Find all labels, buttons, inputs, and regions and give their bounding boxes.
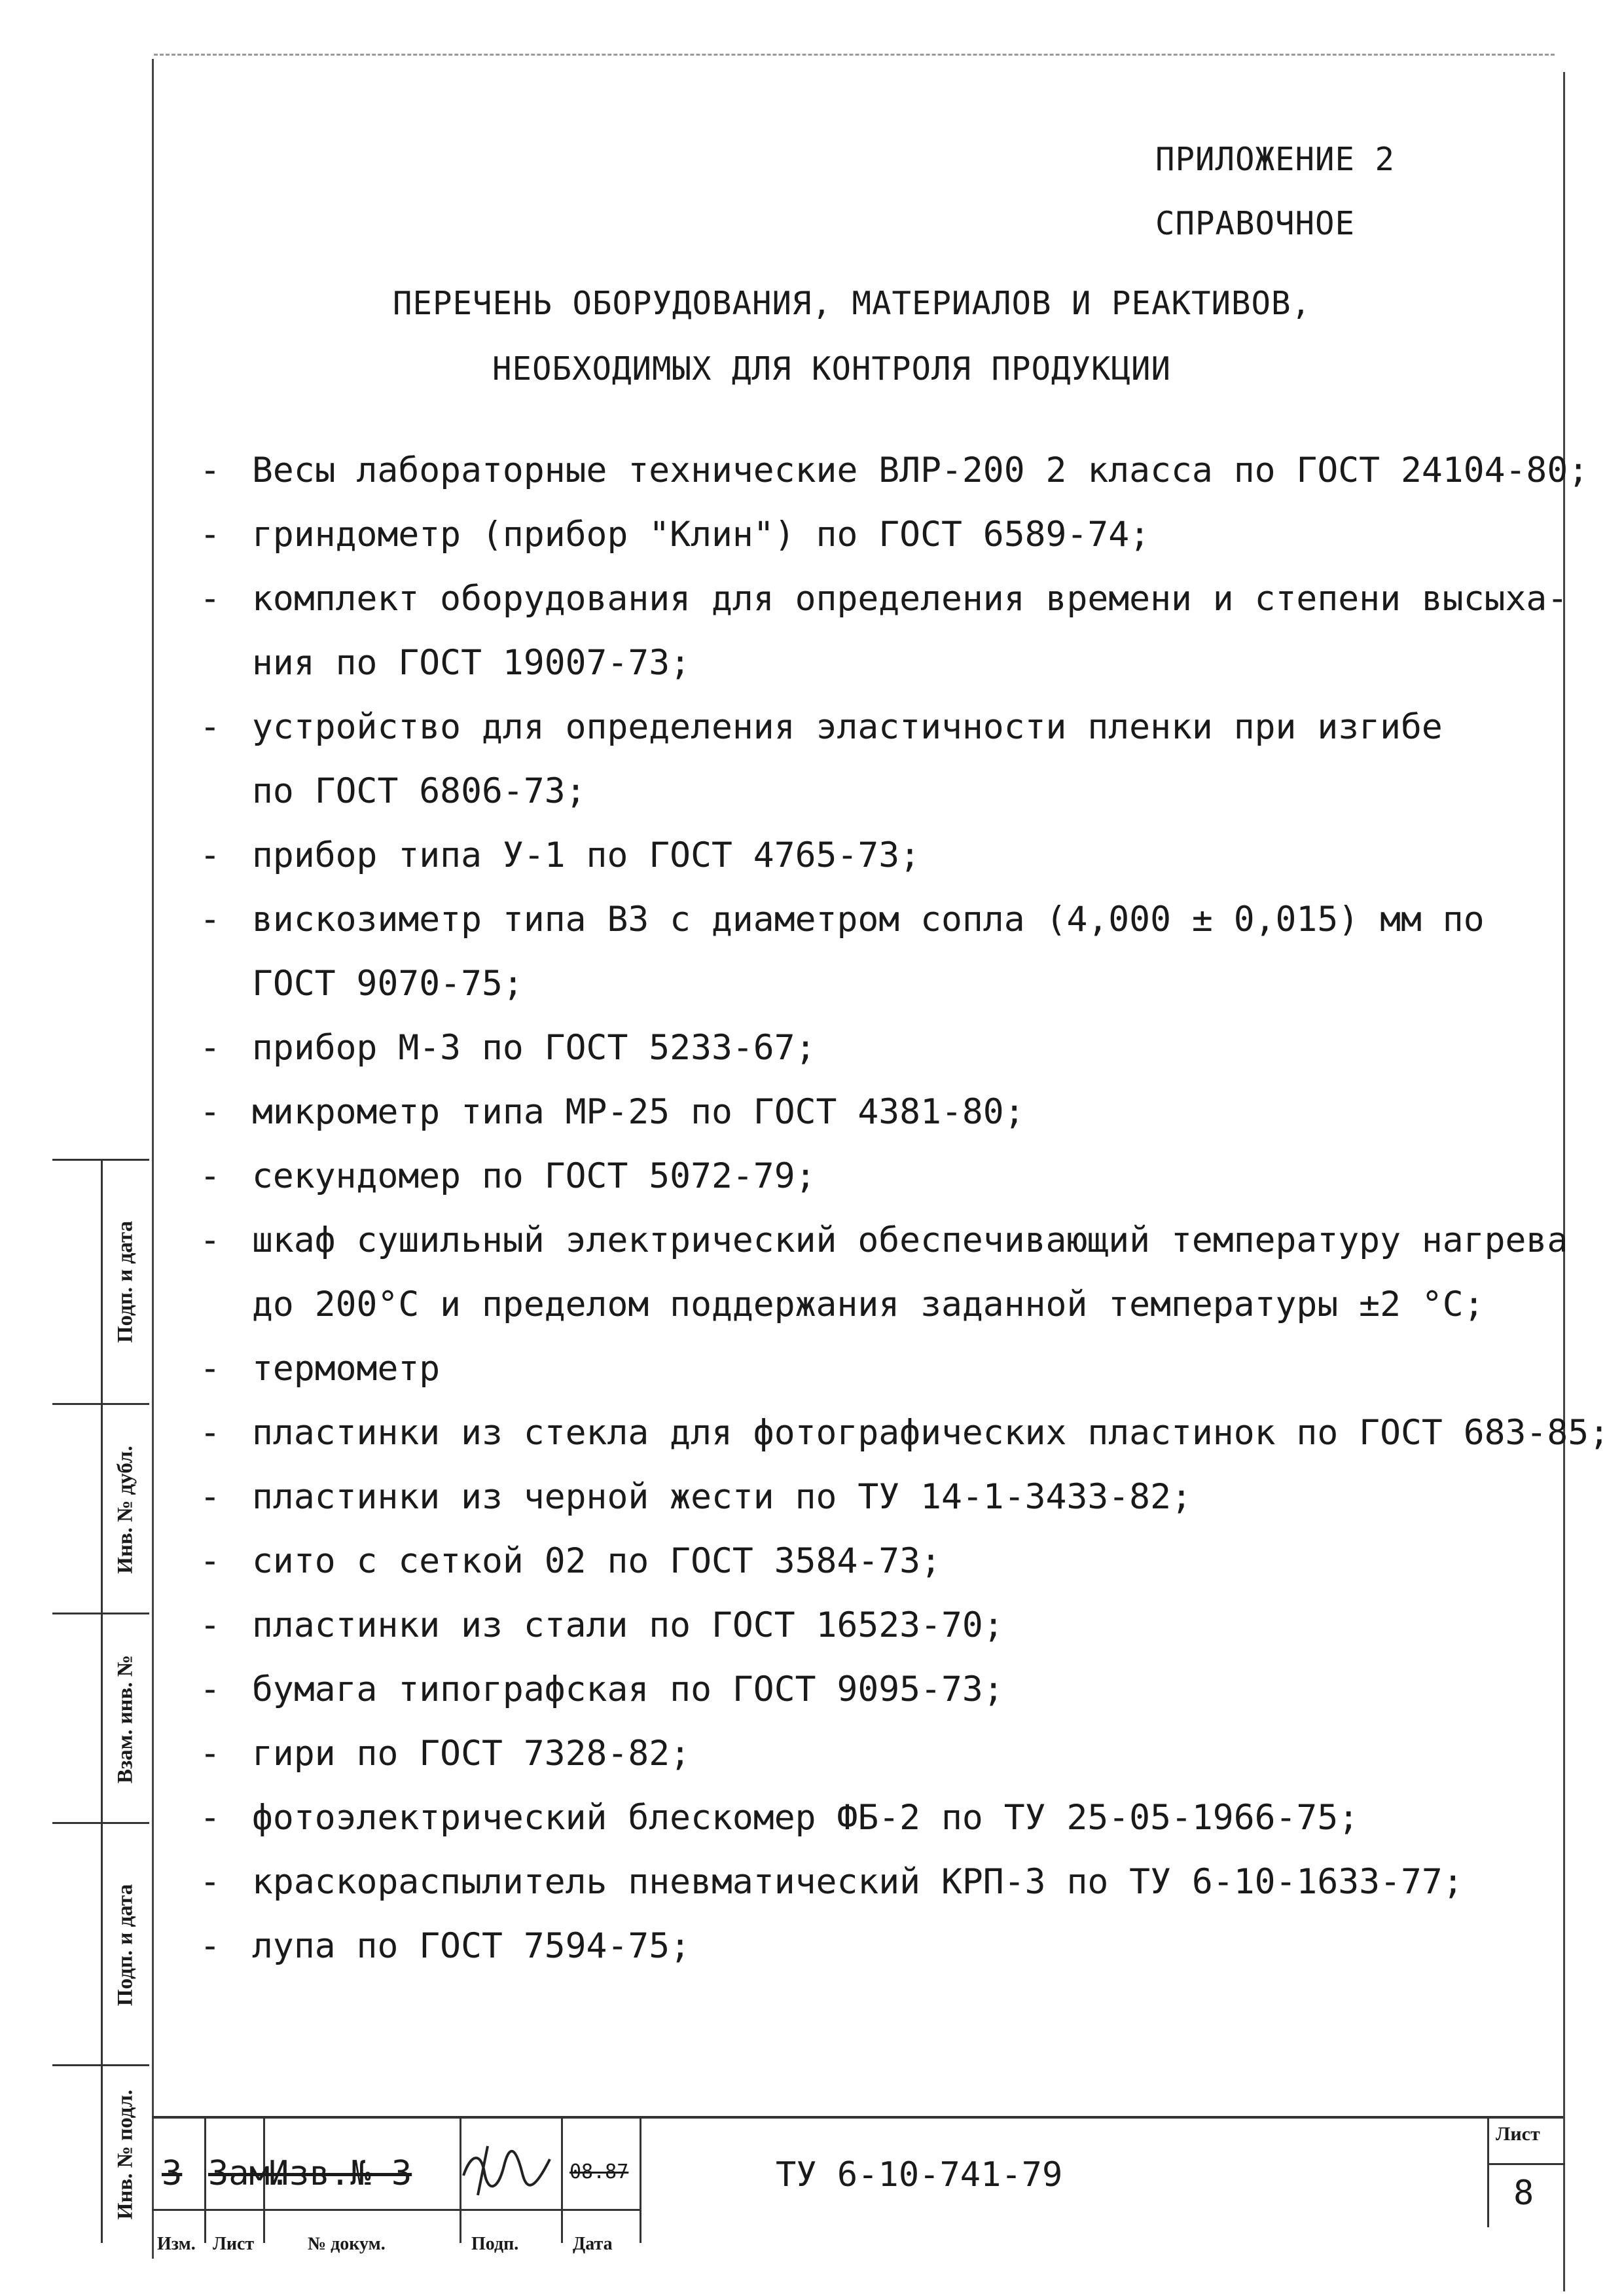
reference-label: СПРАВОЧНОЕ xyxy=(1155,205,1356,242)
change-number: 3 xyxy=(162,2154,183,2193)
list-item xyxy=(200,1401,1610,1465)
list-dash: - xyxy=(200,515,221,555)
list-title-line-2: НЕОБХОДИМЫХ ДЛЯ КОНТРОЛЯ ПРОДУКЦИИ xyxy=(492,350,1172,388)
list-item-text: Весы лабораторные технические ВЛР-200 2 класса по ГОСТ 24104-80; xyxy=(252,450,1589,490)
list-item xyxy=(200,1016,1574,1080)
side-cell-sign-date-1 xyxy=(52,1161,149,1403)
list-item xyxy=(200,567,1574,695)
list-item-text: устройство для определения эластичности пленки при изгибе xyxy=(252,707,1443,747)
side-rule xyxy=(101,1405,103,1614)
list-item xyxy=(200,1080,1574,1144)
list-dash: - xyxy=(200,1156,221,1196)
list-item-text: гири по ГОСТ 7328-82; xyxy=(252,1734,691,1774)
change-sheet: Зам. xyxy=(208,2154,291,2193)
list-item-text: шкаф сушильный электрический обеспечивающий температуру нагрева xyxy=(252,1220,1568,1260)
side-label-sign-date: Подп. и дата xyxy=(113,1884,137,2007)
list-dash: - xyxy=(200,579,221,619)
side-rule xyxy=(101,1824,103,2066)
list-dash: - xyxy=(200,1220,221,1260)
list-dash: - xyxy=(200,1477,221,1517)
caption-document: № докум. xyxy=(308,2234,386,2254)
list-item-text: пластинки из стекла для фотографических пластинок по ГОСТ 683-85; xyxy=(252,1413,1610,1453)
caption-sheet: Лист xyxy=(213,2234,255,2254)
side-rule xyxy=(101,2066,103,2243)
list-item xyxy=(200,503,1574,567)
list-item-text: лупа по ГОСТ 7594-75; xyxy=(252,1926,691,1966)
list-item xyxy=(200,824,1574,888)
list-item-text: фотоэлектрический блескомер ФБ-2 по ТУ 25-05-1966-75; xyxy=(252,1798,1360,1838)
list-item xyxy=(200,1722,1574,1786)
list-item-text: пластинки из черной жести по ТУ 14-1-3433-82; xyxy=(252,1477,1192,1517)
list-dash: - xyxy=(200,1028,221,1068)
side-label-sign-date: Подп. и дата xyxy=(113,1220,137,1343)
list-dash: - xyxy=(200,1413,221,1453)
list-item-text: вискозиметр типа ВЗ с диаметром сопла (4,000 ± 0,015) мм по xyxy=(252,900,1485,939)
list-item xyxy=(200,1465,1574,1529)
list-item-text: пластинки из стали по ГОСТ 16523-70; xyxy=(252,1605,1004,1645)
list-dash: - xyxy=(200,1926,221,1966)
title-block-divider xyxy=(561,2119,563,2243)
list-dash: - xyxy=(200,1092,221,1132)
side-cell-repl-inv xyxy=(52,1613,149,1824)
list-dash: - xyxy=(200,900,221,939)
list-dash: - xyxy=(200,1669,221,1709)
list-item xyxy=(200,1786,1574,1850)
list-item xyxy=(200,888,1574,1016)
list-item-text: комплект оборудования для определения времени и степени высыха- xyxy=(252,579,1568,619)
side-stamp xyxy=(52,1159,149,2241)
sheet-number: 8 xyxy=(1513,2174,1534,2213)
caption-signature: Подп. xyxy=(471,2234,519,2254)
caption-date: Дата xyxy=(573,2234,613,2254)
list-dash: - xyxy=(200,1605,221,1645)
list-item-text: микрометр типа МР-25 по ГОСТ 4381-80; xyxy=(252,1092,1025,1132)
document-number: ТУ 6-10-741-79 xyxy=(776,2155,1063,2195)
appendix-label: ПРИЛОЖЕНИЕ 2 xyxy=(1155,141,1396,178)
list-item xyxy=(200,1850,1574,1914)
list-dash: - xyxy=(200,1541,221,1581)
list-dash: - xyxy=(200,450,221,490)
list-item-continuation: по ГОСТ 6806-73; xyxy=(252,771,586,811)
title-block-row-line xyxy=(152,2209,640,2211)
list-item-text: гриндометр (прибор "Клин") по ГОСТ 6589-74; xyxy=(252,515,1151,555)
signature-icon xyxy=(458,2140,556,2198)
list-dash: - xyxy=(200,1798,221,1838)
list-item-text: прибор М-3 по ГОСТ 5233-67; xyxy=(252,1028,816,1068)
side-cell-dup-inv xyxy=(52,1403,149,1614)
change-date: 08.87 xyxy=(569,2160,629,2183)
list-item-text: термометр xyxy=(252,1349,441,1389)
left-border xyxy=(152,59,154,2259)
list-dash: - xyxy=(200,707,221,747)
list-item xyxy=(200,1529,1574,1594)
list-title-line-1: ПЕРЕЧЕНЬ ОБОРУДОВАНИЯ, МАТЕРИАЛОВ И РЕАКТИВОВ, xyxy=(393,285,1312,322)
list-item xyxy=(200,1594,1574,1658)
list-item xyxy=(200,1209,1574,1337)
title-block-divider xyxy=(204,2119,206,2243)
side-label-orig-inv: Инв. № подл. xyxy=(113,2089,137,2220)
list-item-text: секундомер по ГОСТ 5072-79; xyxy=(252,1156,816,1196)
list-item xyxy=(200,439,1589,503)
list-item xyxy=(200,1658,1574,1722)
side-label-dup-inv: Инв. № дубл. xyxy=(113,1446,137,1574)
list-item xyxy=(200,695,1574,824)
side-cell-orig-inv xyxy=(52,2064,149,2243)
list-item xyxy=(200,1144,1574,1209)
caption-change: Изм. xyxy=(157,2234,196,2254)
sheet-label: Лист xyxy=(1496,2123,1540,2145)
list-item-continuation: ния по ГОСТ 19007-73; xyxy=(252,643,691,683)
list-dash: - xyxy=(200,835,221,875)
side-rule xyxy=(101,1614,103,1824)
list-dash: - xyxy=(200,1734,221,1774)
list-item-continuation: ГОСТ 9070-75; xyxy=(252,964,524,1004)
sheet-box-divider xyxy=(1489,2163,1565,2165)
list-item xyxy=(200,1337,1574,1401)
list-dash: - xyxy=(200,1349,221,1389)
list-item-text: прибор типа У-1 по ГОСТ 4765-73; xyxy=(252,835,921,875)
change-document: Изв.№ 3 xyxy=(268,2154,412,2193)
side-cell-sign-date-2 xyxy=(52,1822,149,2066)
equipment-list xyxy=(200,439,1610,1978)
list-item-text: бумага типографская по ГОСТ 9095-73; xyxy=(252,1669,1004,1709)
side-label-repl-inv: Взам. инв. № xyxy=(113,1654,137,1784)
list-dash: - xyxy=(200,1862,221,1902)
title-block-divider xyxy=(640,2119,641,2243)
list-item-continuation: до 200°С и пределом поддержания заданной температуры ±2 °С; xyxy=(252,1285,1485,1324)
side-rule xyxy=(101,1161,103,1403)
list-item-text: сито с сеткой 02 по ГОСТ 3584-73; xyxy=(252,1541,941,1581)
list-item-text: краскораспылитель пневматический КРП-3 по ТУ 6-10-1633-77; xyxy=(252,1862,1464,1902)
top-border xyxy=(154,54,1555,56)
list-item xyxy=(200,1914,1574,1978)
